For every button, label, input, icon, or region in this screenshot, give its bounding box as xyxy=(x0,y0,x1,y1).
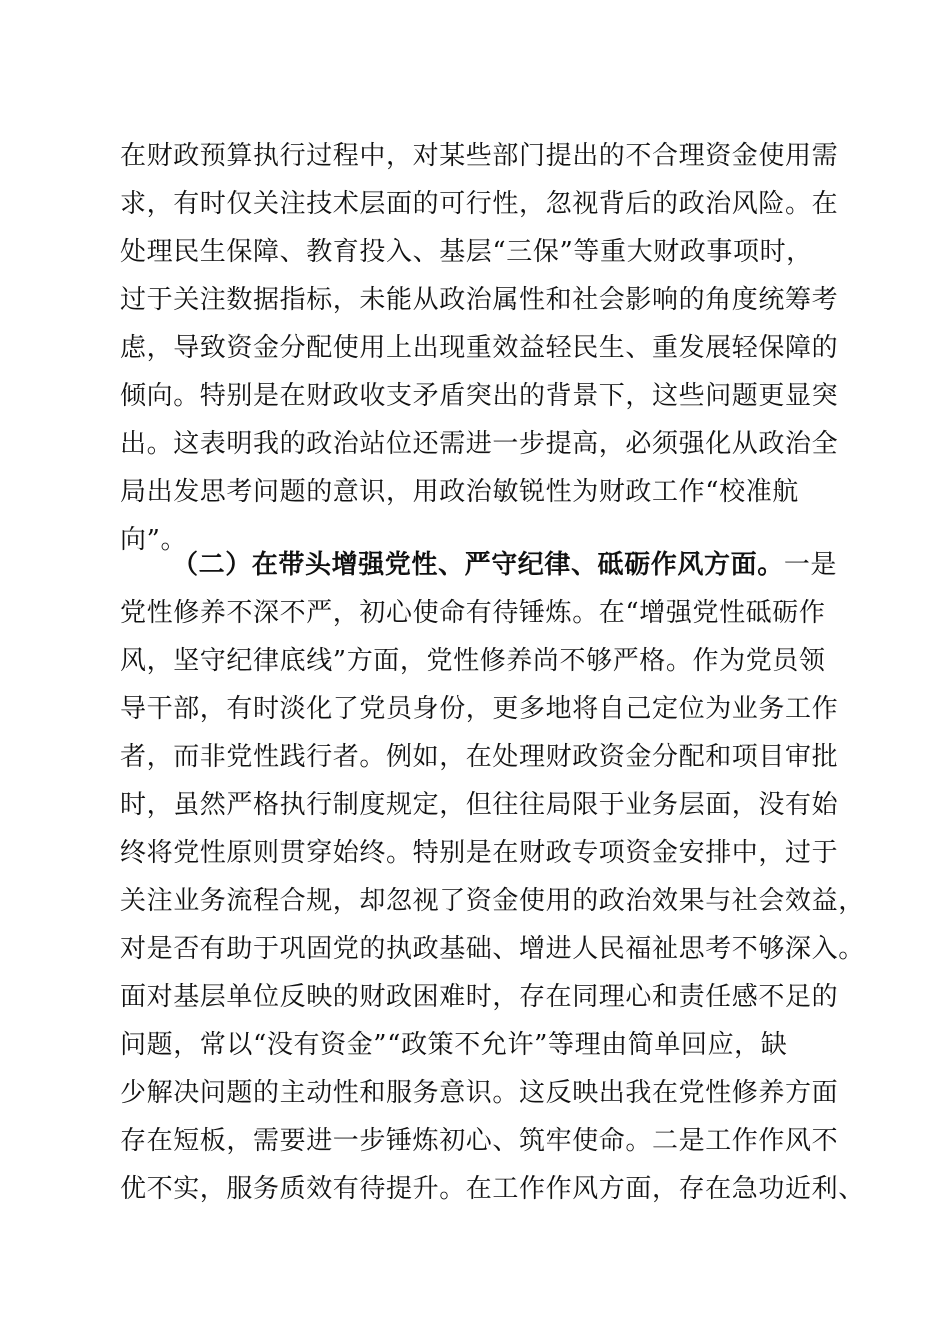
text-line: 时，虽然严格执行制度规定，但往往局限于业务层面，没有始 xyxy=(120,790,839,820)
text-line: 少解决问题的主动性和服务意识。这反映出我在党性修养方面 xyxy=(120,1078,839,1108)
text-line: 在财政预算执行过程中，对某些部门提出的不合理资金使用需 xyxy=(120,141,839,171)
text-line: 局出发思考问题的意识，用政治敏锐性为财政工作“校准航 xyxy=(120,477,799,507)
section-heading-rest: 一是 xyxy=(783,550,838,580)
text-line: 倾向。特别是在财政收支矛盾突出的背景下，这些问题更显突 xyxy=(120,381,839,411)
text-line: 优不实，服务质效有待提升。在工作作风方面，存在急功近利、 xyxy=(120,1174,865,1204)
text-line: 求，有时仅关注技术层面的可行性，忽视背后的政治风险。在 xyxy=(120,189,839,219)
text-line: 者，而非党性践行者。例如，在处理财政资金分配和项目审批 xyxy=(120,742,839,772)
text-line: 风，坚守纪律底线”方面，党性修养尚不够严格。作为党员领 xyxy=(120,646,826,676)
text-line: 出。这表明我的政治站位还需进一步提高，必须强化从政治全 xyxy=(120,429,839,459)
text-line: 党性修养不深不严，初心使命有待锤炼。在“增强党性砥砺作 xyxy=(120,598,826,628)
section-heading-line xyxy=(120,541,840,589)
text-line: 面对基层单位反映的财政困难时，存在同理心和责任感不足的 xyxy=(120,982,839,1012)
text-line: 处理民生保障、教育投入、基层“三保”等重大财政事项时， xyxy=(120,237,813,267)
text-line: 导干部，有时淡化了党员身份，更多地将自己定位为业务工作 xyxy=(120,694,839,724)
text-line: 问题，常以“没有资金”“政策不允许”等理由简单回应，缺 xyxy=(120,1030,788,1060)
body-paragraph-section-two xyxy=(120,541,865,1213)
section-heading: （二）在带头增强党性、严守纪律、砥砺作风方面。 xyxy=(172,550,784,580)
text-line: 过于关注数据指标，未能从政治属性和社会影响的角度统筹考 xyxy=(120,285,839,315)
text-line: 对是否有助于巩固党的执政基础、增进人民福祉思考不够深入。 xyxy=(120,934,865,964)
text-line: 虑，导致资金分配使用上出现重效益轻民生、重发展轻保障的 xyxy=(120,333,839,363)
text-line: 终将党性原则贯穿始终。特别是在财政专项资金安排中，过于 xyxy=(120,838,839,868)
text-line: 关注业务流程合规，却忽视了资金使用的政治效果与社会效益， xyxy=(120,886,865,916)
body-paragraph-continuation xyxy=(120,132,840,564)
text-line: 向”。 xyxy=(120,525,188,555)
text-line: 存在短板，需要进一步锤炼初心、筑牢使命。二是工作作风不 xyxy=(120,1126,839,1156)
